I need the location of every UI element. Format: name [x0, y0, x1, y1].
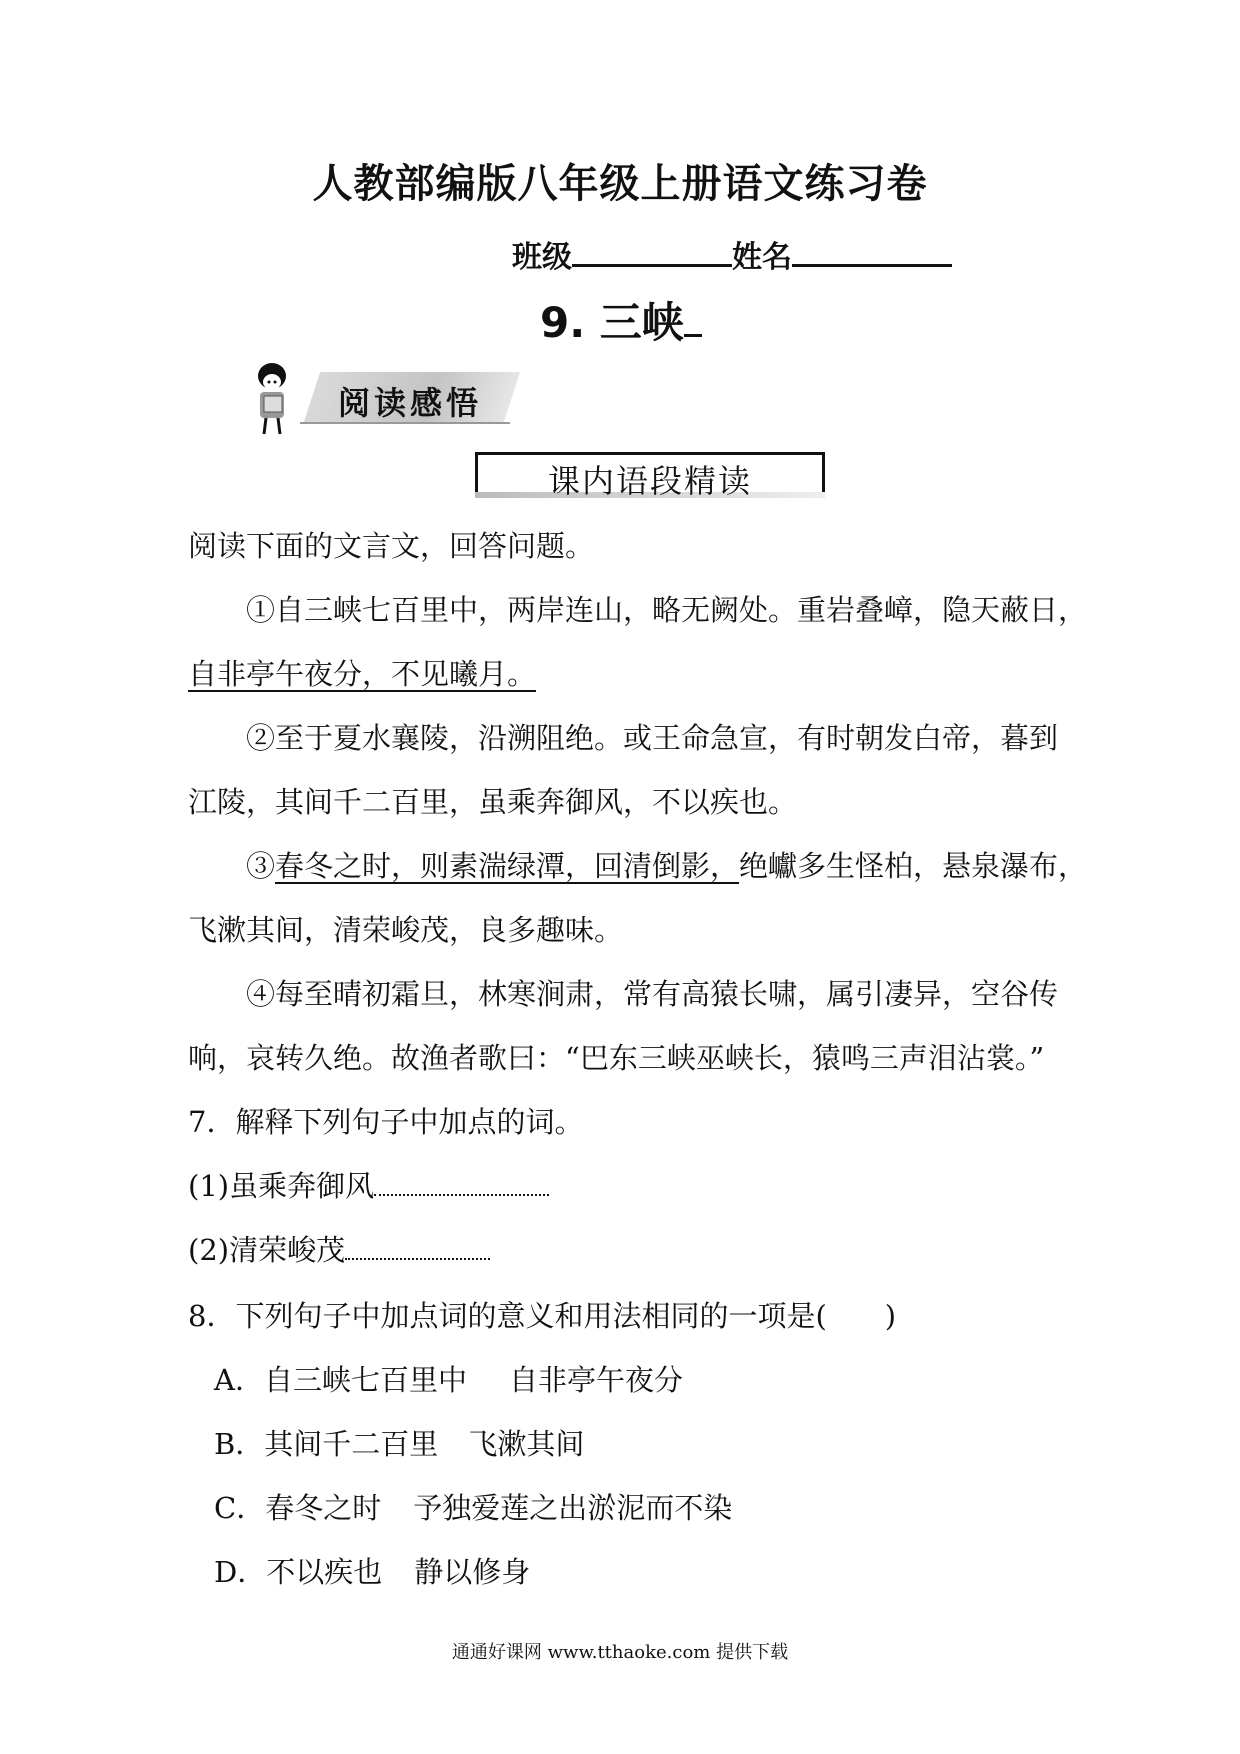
- document-title: 人教部编版八年级上册语文练习卷: [312, 161, 928, 207]
- option-b[interactable]: B．其间千二百里 飞漱其间: [214, 1427, 585, 1461]
- footer-text: 通通好课网 www.tthaoke.com 提供下载: [451, 1642, 789, 1663]
- name-label: 姓名: [732, 240, 792, 275]
- passage-p3-line2: 飞漱其间，清荣峻茂，良多趣味。: [188, 913, 624, 947]
- question-7: 7．解释下列句子中加点的词。: [188, 1105, 584, 1139]
- option-a[interactable]: A．自三峡七百里中 自非亭午夜分: [214, 1363, 683, 1397]
- class-blank: [572, 236, 732, 267]
- underlined-sentence: 春冬之时，则素湍绿潭，回清倒影，: [275, 849, 740, 883]
- option-d[interactable]: D．不以疾也 静以修身: [214, 1555, 531, 1589]
- name-blank: [792, 236, 952, 267]
- question-8: 8．下列句子中加点词的意义和用法相同的一项是( ): [188, 1299, 897, 1333]
- option-c[interactable]: C．春冬之时 予独爱莲之出淤泥而不染: [214, 1491, 733, 1525]
- passage-instruction: 阅读下面的文言文，回答问题。: [188, 529, 595, 563]
- answer-blank-7-2[interactable]: [345, 1232, 490, 1260]
- passage-p2-line2: 江陵，其间千二百里，虽乘奔御风，不以疾也。: [188, 785, 798, 819]
- passage-p4-line1: ④每至晴初霜旦，林寒涧肃，常有高猿长啸，属引凄异，空谷传: [246, 977, 1059, 1011]
- question-7-1: (1)虽乘奔御风: [188, 1166, 549, 1206]
- class-label: 班级: [512, 240, 572, 275]
- reading-girl-icon: [244, 360, 304, 440]
- question-7-2: (2)清荣峻茂: [188, 1230, 490, 1270]
- section-banner: 阅读感悟: [338, 384, 483, 422]
- student-info-fields: [512, 232, 952, 276]
- banner-divider: [300, 422, 510, 424]
- passage-p3-line1: ③春冬之时，则素湍绿潭，回清倒影，绝巘多生怪柏，悬泉瀑布，: [246, 849, 1088, 883]
- passage-p2-line1: ②至于夏水襄陵，沿溯阻绝。或王命急宣，有时朝发白帝，暮到: [246, 721, 1059, 755]
- passage-p1-line2: 自非亭午夜分，不见曦月。: [188, 657, 537, 691]
- section-subtitle: 课内语段精读: [547, 462, 752, 500]
- lesson-title: 9. 三峡: [540, 290, 702, 350]
- answer-blank-7-1[interactable]: [374, 1168, 549, 1196]
- passage-p4-line2: 响，哀转久绝。故渔者歌曰：“巴东三峡巫峡长，猿鸣三声泪沾裳。”: [188, 1041, 1045, 1075]
- passage-p1-line1: ①自三峡七百里中，两岸连山，略无阙处。重岩叠嶂，隐天蔽日，: [246, 593, 1088, 627]
